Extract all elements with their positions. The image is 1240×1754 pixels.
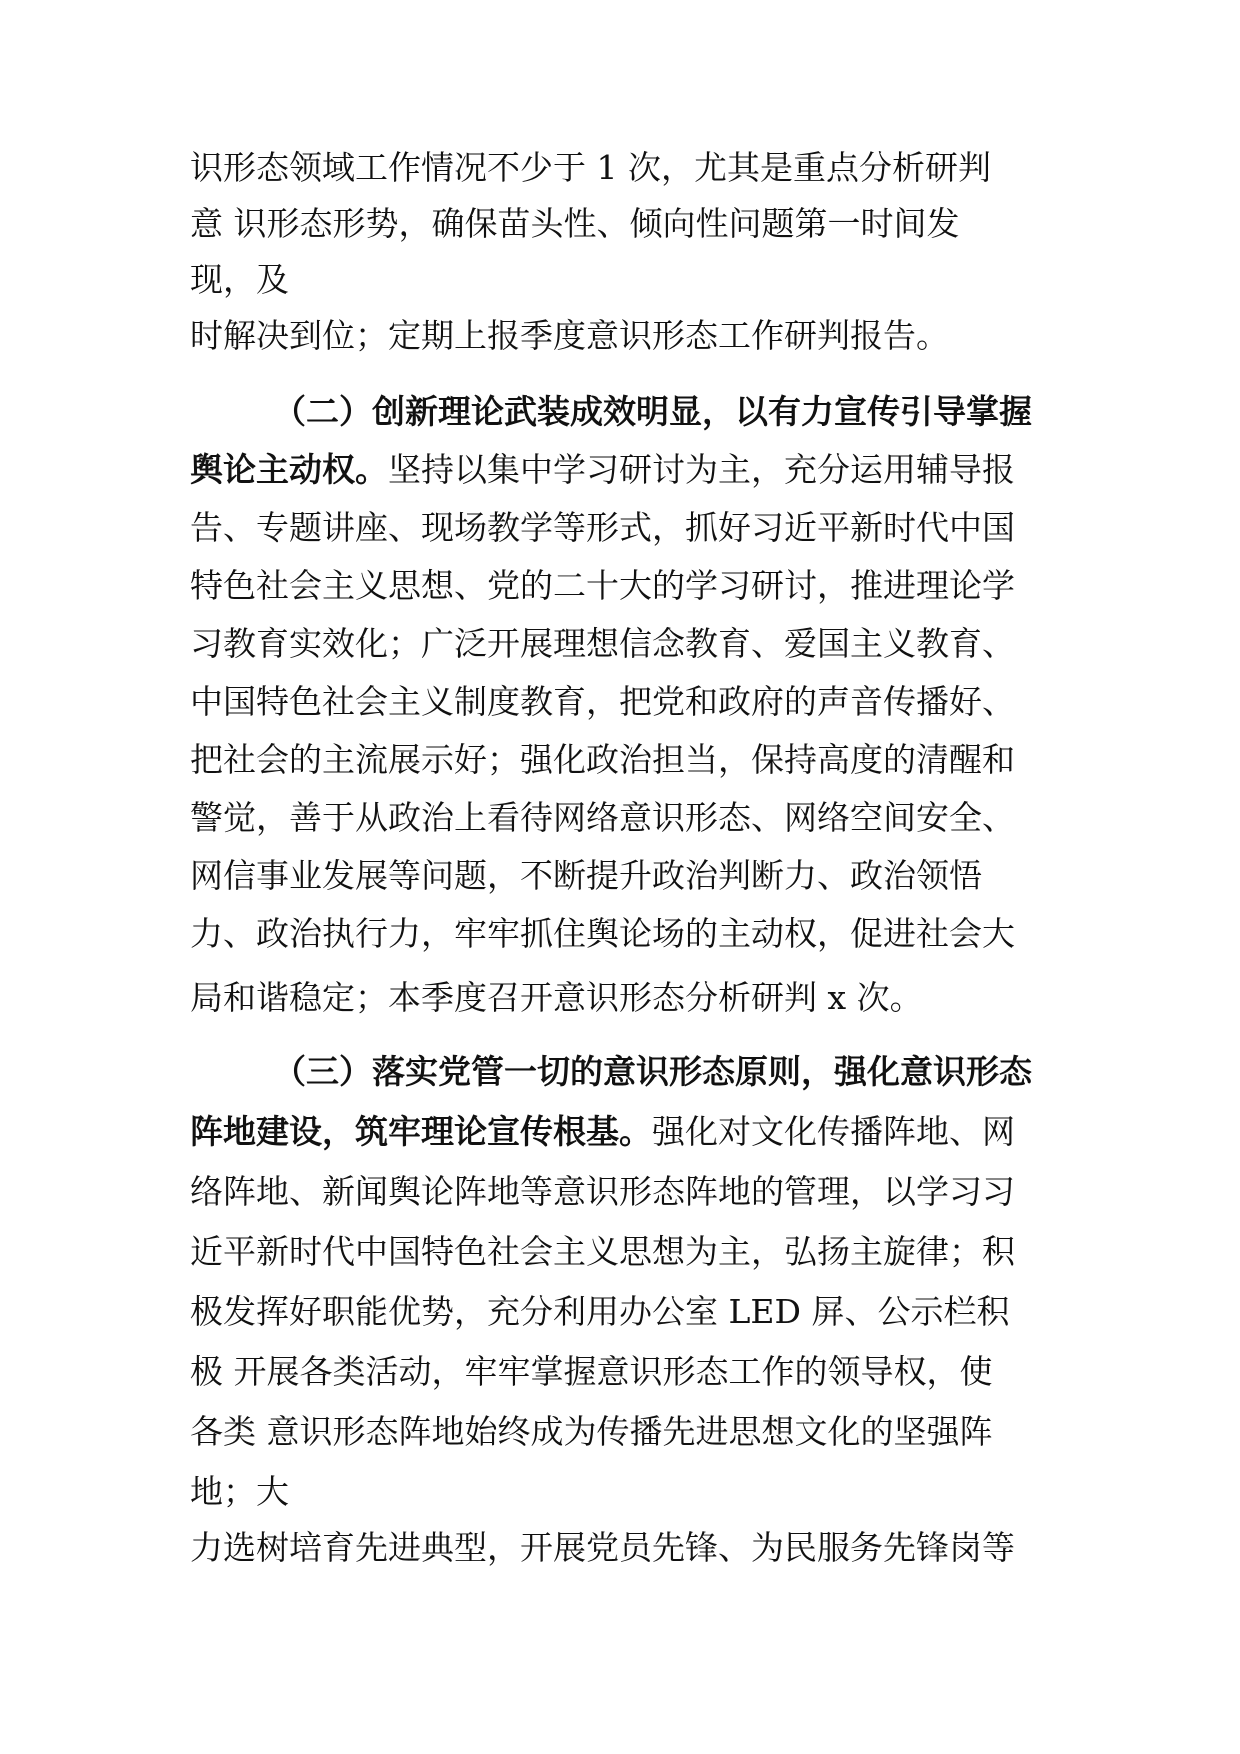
body-line (190, 1412, 993, 1452)
body-line (190, 566, 1015, 606)
body-line (190, 740, 1015, 780)
line-text: 现，及 (190, 260, 289, 299)
body-line (190, 856, 982, 896)
line-text: 意 识形态形势，确保苗头性、倾向性问题第一时间发 (190, 204, 960, 243)
line-text: 网信事业发展等问题，不断提升政治判断力、政治领悟 (190, 856, 982, 895)
line-text: 络阵地、新闻舆论阵地等意识形态阵地的管理，以学习习 (190, 1172, 1015, 1211)
body-line (190, 204, 960, 244)
body-line (190, 624, 1015, 664)
line-text: 中国特色社会主义制度教育，把党和政府的声音传播好、 (190, 682, 1015, 721)
line-text: 警觉，善于从政治上看待网络意识形态、网络空间安全、 (190, 798, 1015, 837)
body-line (190, 978, 923, 1018)
body-line (190, 1352, 993, 1392)
body-line (190, 1292, 1009, 1332)
line-text: 坚持以集中学习研讨为主，充分运用辅导报 (388, 450, 1015, 489)
body-line (190, 1528, 1015, 1568)
line-text: 近平新时代中国特色社会主义思想为主，弘扬主旋律；积 (190, 1232, 1015, 1271)
body-line (190, 798, 1015, 838)
line-text: 力、政治执行力，牢牢抓住舆论场的主动权，促进社会大 (190, 914, 1015, 953)
line-text: 强化对文化传播阵地、网 (652, 1112, 1015, 1151)
line-text: 告、专题讲座、现场教学等形式，抓好习近平新时代中国 (190, 508, 1015, 547)
section-heading-2 (273, 392, 1032, 432)
heading-text: 舆论主动权。 (190, 450, 388, 489)
body-line (190, 1172, 1015, 1212)
heading-text: （三）落实党管一切的意识形态原则，强化意识形态 (273, 1052, 1032, 1091)
body-line (190, 450, 1015, 490)
line-text: 习教育实效化；广泛开展理想信念教育、爱国主义教育、 (190, 624, 1015, 663)
line-text: 极发挥好职能优势，充分利用办公室 LED 屏、公示栏积 (190, 1292, 1010, 1331)
section-heading-3 (273, 1052, 1032, 1092)
line-text: 识形态领域工作情况不少于 1 次，尤其是重点分析研判 (190, 148, 991, 187)
line-text: 时解决到位；定期上报季度意识形态工作研判报告。 (190, 316, 949, 355)
line-text: 地；大 (190, 1472, 289, 1511)
body-line (190, 1112, 1015, 1152)
body-line (190, 316, 949, 356)
body-line (190, 260, 289, 300)
line-text: 把社会的主流展示好；强化政治担当，保持高度的清醒和 (190, 740, 1015, 779)
heading-text: （二）创新理论武装成效明显，以有力宣传引导掌握 (273, 392, 1032, 431)
line-text: 局和谐稳定；本季度召开意识形态分析研判 x 次。 (190, 978, 923, 1017)
line-text: 特色社会主义思想、党的二十大的学习研讨，推进理论学 (190, 566, 1015, 605)
body-line (190, 914, 1015, 954)
body-line (190, 682, 1015, 722)
line-text: 力选树培育先进典型，开展党员先锋、为民服务先锋岗等 (190, 1528, 1015, 1567)
body-line (190, 1232, 1015, 1272)
body-line (190, 148, 991, 188)
line-text: 各类 意识形态阵地始终成为传播先进思想文化的坚强阵 (190, 1412, 993, 1451)
body-line (190, 508, 1015, 548)
body-line (190, 1472, 289, 1512)
line-text: 极 开展各类活动，牢牢掌握意识形态工作的领导权，使 (190, 1352, 993, 1391)
heading-text: 阵地建设，筑牢理论宣传根基。 (190, 1112, 652, 1151)
